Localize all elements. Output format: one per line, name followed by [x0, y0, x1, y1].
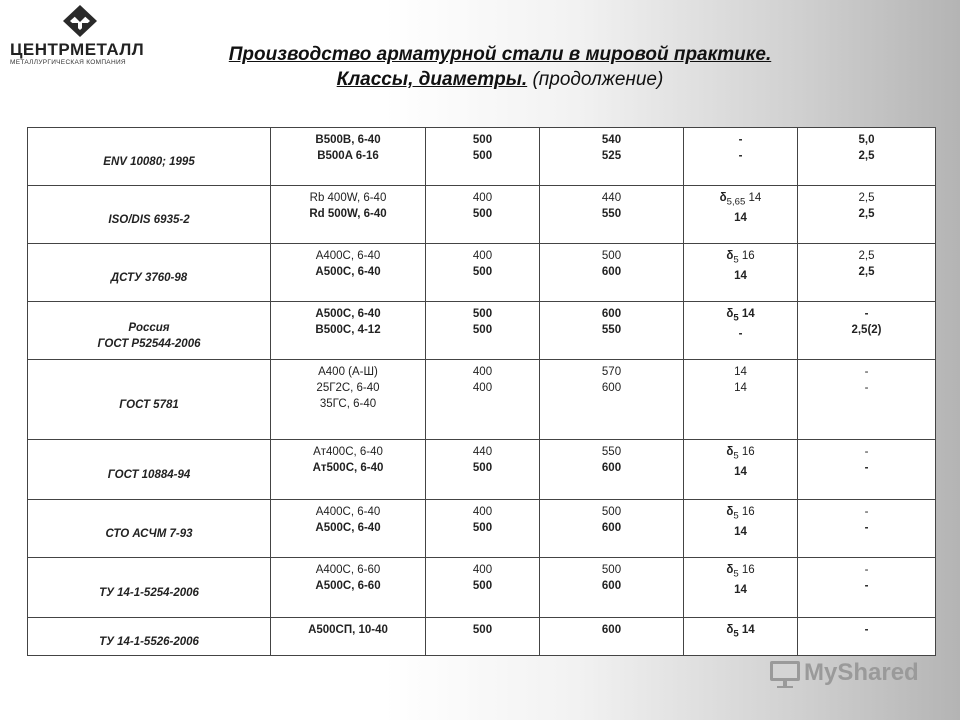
cell-standard	[28, 500, 271, 558]
cell-line: B500A 6-16	[317, 150, 379, 162]
cell-line: ГОСТ 10884-94	[107, 468, 191, 481]
cell-line: 500	[472, 266, 493, 278]
delta-subscript: 5	[733, 628, 739, 640]
cell-line	[686, 444, 795, 464]
cell-line: 500	[472, 462, 493, 474]
cell-line	[686, 504, 795, 524]
table-row	[28, 244, 936, 302]
cell-line: -	[864, 506, 869, 518]
cell-yield	[426, 618, 540, 656]
delta-symbol: δ	[726, 624, 734, 636]
cell-line: 500	[472, 522, 493, 534]
cell-line: A500C, 6-40	[315, 522, 381, 534]
title-line-1: Производство арматурной стали в мировой практике.	[228, 44, 772, 65]
cell-line: 2,5	[858, 192, 875, 204]
cell-line: 440	[472, 446, 493, 458]
cell-line: 2,5(2)	[851, 324, 882, 336]
cell-line: ENV 10080; 1995	[103, 155, 195, 168]
cell-line: 500	[472, 324, 493, 336]
cell-line: 400	[472, 382, 493, 394]
cell-line: 25Г2С, 6-40	[316, 382, 380, 394]
cell-yield	[426, 558, 540, 618]
cell-line: ТУ 14-1-5526-2006	[99, 635, 199, 648]
cell-yield	[426, 440, 540, 500]
cell-tensile	[540, 360, 684, 440]
title-line-2: Классы, диаметры.	[336, 69, 528, 90]
delta-symbol: δ	[726, 564, 734, 576]
cell-line: A500C, 6-40	[315, 308, 381, 320]
cell-tensile	[540, 440, 684, 500]
cell-line: 600	[601, 382, 622, 394]
table-row	[28, 500, 936, 558]
cell-standard	[28, 186, 271, 244]
cell-line: 600	[601, 462, 622, 474]
cell-last	[798, 302, 936, 360]
cell-tensile	[540, 558, 684, 618]
cell-line: 2,5	[858, 266, 875, 278]
cell-line: 600	[601, 580, 622, 592]
elongation-value: -	[738, 328, 743, 341]
cell-yield	[426, 128, 540, 186]
elongation-value: 14	[745, 192, 762, 204]
table-row	[28, 558, 936, 618]
cell-elongation	[684, 618, 798, 656]
elongation-value: 14	[734, 466, 747, 479]
elongation-value: -	[738, 134, 743, 146]
cell-elongation	[684, 500, 798, 558]
cell-line: A400C, 6-40	[315, 506, 381, 518]
cell-tensile	[540, 244, 684, 302]
cell-standard	[28, 440, 271, 500]
elongation-value: 14	[738, 308, 755, 320]
cell-line: 500	[472, 150, 493, 162]
delta-subscript: 5	[733, 312, 739, 324]
delta-symbol: δ	[719, 192, 727, 204]
cell-line	[686, 524, 795, 540]
cell-line: 2,5	[858, 250, 875, 262]
cell-line: A400C, 6-60	[315, 564, 381, 576]
elongation-value: 16	[738, 250, 755, 262]
cell-line: 540	[601, 134, 622, 146]
cell-line: ГОСТ Р52544-2006	[97, 337, 201, 350]
cell-line: Россия	[128, 321, 170, 334]
cell-elongation	[684, 186, 798, 244]
elongation-value: -	[738, 150, 743, 162]
cell-line: Rb 400W, 6-40	[309, 192, 387, 204]
elongation-value: 16	[738, 506, 755, 518]
cell-line: B500C, 4-12	[315, 324, 381, 336]
cell-line: СТО АСЧМ 7-93	[105, 527, 193, 540]
cell-classes	[271, 186, 426, 244]
cell-classes	[271, 440, 426, 500]
table-row	[28, 186, 936, 244]
cell-standard	[28, 302, 271, 360]
cell-standard	[28, 128, 271, 186]
cell-last	[798, 500, 936, 558]
table-row	[28, 440, 936, 500]
cell-line: -	[864, 564, 869, 576]
elongation-value: 14	[734, 584, 747, 597]
page-title	[150, 42, 850, 92]
cell-line: 440	[601, 192, 622, 204]
table-row	[28, 618, 936, 656]
presentation-icon	[768, 659, 802, 689]
delta-symbol: δ	[726, 308, 734, 320]
cell-line: 600	[601, 624, 622, 636]
cell-line: 400	[472, 564, 493, 576]
elongation-value: 14	[734, 526, 747, 539]
cell-line: ТУ 14-1-5254-2006	[99, 586, 199, 599]
cell-last	[798, 360, 936, 440]
cell-line	[686, 148, 795, 164]
logo-emblem-icon	[60, 4, 100, 40]
cell-yield	[426, 244, 540, 302]
cell-line: 500	[601, 564, 622, 576]
cell-line	[686, 210, 795, 226]
elongation-value: 14	[734, 382, 747, 394]
cell-line: ГОСТ 5781	[119, 398, 179, 411]
cell-classes	[271, 618, 426, 656]
delta-subscript: 5	[733, 450, 739, 462]
cell-line: 525	[601, 150, 622, 162]
cell-line	[686, 248, 795, 268]
cell-line: -	[864, 462, 869, 474]
table-row	[28, 128, 936, 186]
cell-standard	[28, 360, 271, 440]
cell-line	[686, 326, 795, 342]
cell-standard	[28, 618, 271, 656]
cell-last	[798, 186, 936, 244]
cell-line: 500	[601, 506, 622, 518]
cell-line	[686, 380, 795, 396]
company-logo	[8, 4, 148, 66]
cell-line: 2,5	[858, 150, 875, 162]
cell-line: 2,5	[858, 208, 875, 220]
cell-line: Aт500C, 6-40	[312, 462, 384, 474]
cell-line	[686, 268, 795, 284]
rebar-standards-table	[27, 127, 936, 656]
cell-elongation	[684, 302, 798, 360]
cell-line: A500C, 6-40	[315, 266, 381, 278]
cell-last	[798, 440, 936, 500]
cell-tensile	[540, 128, 684, 186]
cell-classes	[271, 360, 426, 440]
cell-line	[686, 622, 795, 642]
cell-line	[686, 364, 795, 380]
elongation-value: 14	[738, 624, 755, 636]
delta-symbol: δ	[726, 506, 734, 518]
watermark-text: MyShared	[804, 659, 919, 686]
elongation-value: 14	[734, 212, 747, 225]
cell-line: -	[864, 446, 869, 458]
cell-elongation	[684, 244, 798, 302]
cell-line: 35ГС, 6-40	[319, 398, 377, 410]
table-row	[28, 302, 936, 360]
cell-line: 500	[472, 308, 493, 320]
cell-line	[686, 306, 795, 326]
delta-subscript: 5	[733, 254, 739, 266]
elongation-value: 14	[734, 366, 747, 378]
cell-classes	[271, 558, 426, 618]
elongation-value: 16	[738, 446, 755, 458]
cell-elongation	[684, 128, 798, 186]
cell-yield	[426, 302, 540, 360]
cell-line: 600	[601, 522, 622, 534]
cell-last	[798, 244, 936, 302]
cell-line: 400	[472, 250, 493, 262]
cell-yield	[426, 500, 540, 558]
cell-line: -	[864, 624, 869, 636]
cell-line: -	[864, 580, 869, 592]
cell-classes	[271, 302, 426, 360]
cell-last	[798, 558, 936, 618]
cell-standard	[28, 558, 271, 618]
logo-name: ЦЕНТРМЕТАЛЛ	[10, 40, 145, 59]
cell-line	[686, 582, 795, 598]
cell-line: 500	[472, 580, 493, 592]
cell-line: A500C, 6-60	[315, 580, 381, 592]
cell-line: 550	[601, 446, 622, 458]
cell-standard	[28, 244, 271, 302]
cell-line	[686, 464, 795, 480]
title-suffix: (продолжение)	[527, 69, 664, 90]
delta-symbol: δ	[726, 250, 734, 262]
cell-elongation	[684, 440, 798, 500]
cell-line: 500	[472, 624, 493, 636]
elongation-value: 16	[738, 564, 755, 576]
cell-elongation	[684, 360, 798, 440]
cell-line: 500	[472, 208, 493, 220]
delta-subscript: 5	[733, 510, 739, 522]
cell-line: ДСТУ 3760-98	[110, 271, 188, 284]
cell-tensile	[540, 186, 684, 244]
cell-line	[686, 132, 795, 148]
elongation-value: 14	[734, 270, 747, 283]
cell-yield	[426, 360, 540, 440]
cell-line: 600	[601, 266, 622, 278]
cell-line	[686, 562, 795, 582]
cell-line: 500	[601, 250, 622, 262]
cell-line: Rd 500W, 6-40	[309, 208, 387, 220]
cell-classes	[271, 244, 426, 302]
cell-line: 600	[601, 308, 622, 320]
table-row	[28, 360, 936, 440]
logo-subtitle: МЕТАЛЛУРГИЧЕСКАЯ КОМПАНИЯ	[10, 59, 126, 66]
cell-line: Aт400C, 6-40	[313, 446, 383, 458]
cell-last	[798, 618, 936, 656]
delta-symbol: δ	[726, 446, 734, 458]
cell-elongation	[684, 558, 798, 618]
cell-line: A400C, 6-40	[315, 250, 381, 262]
cell-line: 5,0	[858, 134, 875, 146]
delta-subscript: 5	[733, 568, 739, 580]
cell-line: 400	[472, 506, 493, 518]
cell-line: A400 (A-Ш)	[318, 366, 378, 378]
cell-line: 550	[601, 324, 622, 336]
cell-line: 570	[601, 366, 622, 378]
cell-tensile	[540, 618, 684, 656]
cell-line: -	[864, 308, 869, 320]
cell-line: 550	[601, 208, 622, 220]
cell-line: B500B, 6-40	[315, 134, 381, 146]
cell-line: -	[864, 366, 869, 378]
cell-line: 500	[472, 134, 493, 146]
delta-subscript: 5,65	[726, 196, 746, 208]
cell-classes	[271, 500, 426, 558]
cell-tensile	[540, 302, 684, 360]
watermark	[768, 657, 928, 691]
cell-tensile	[540, 500, 684, 558]
cell-line: 400	[472, 366, 493, 378]
cell-classes	[271, 128, 426, 186]
cell-line: A500СП, 10-40	[308, 624, 388, 636]
cell-line: 400	[472, 192, 493, 204]
cell-line: ISO/DIS 6935-2	[108, 213, 190, 226]
cell-yield	[426, 186, 540, 244]
cell-last	[798, 128, 936, 186]
cell-line: -	[864, 382, 869, 394]
cell-line: -	[864, 522, 869, 534]
cell-line	[686, 190, 795, 210]
